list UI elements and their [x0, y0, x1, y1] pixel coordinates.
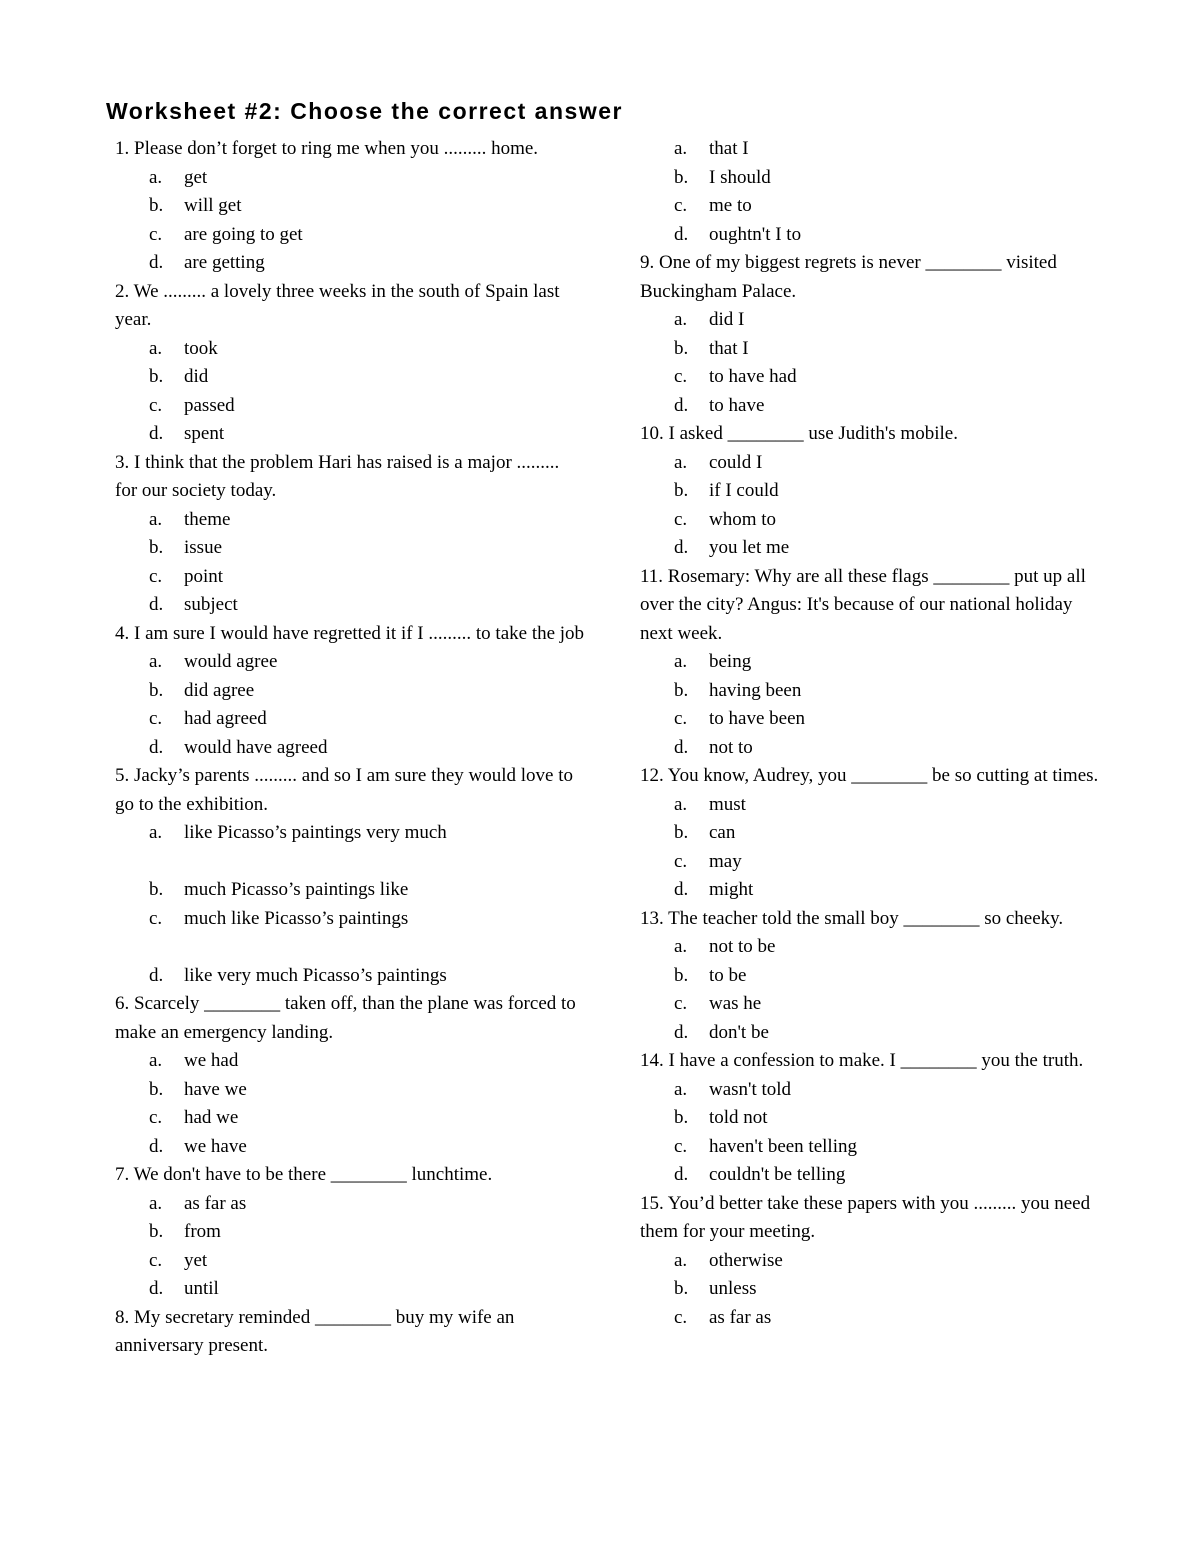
option-q2-d[interactable] — [115, 420, 585, 449]
option-text: may — [709, 850, 742, 872]
option-letter: d. — [674, 394, 689, 416]
option-text: unless — [709, 1278, 757, 1299]
question-block-q1 — [115, 135, 585, 278]
option-text: we have — [184, 1135, 247, 1157]
option-q4-a[interactable] — [115, 648, 585, 677]
option-q13-c[interactable] — [640, 990, 1100, 1019]
page-title: Worksheet #2: Choose the correct answer — [106, 98, 623, 124]
option-letter: c. — [149, 1107, 163, 1128]
option-letter: c. — [149, 1249, 163, 1271]
option-text: are getting — [184, 252, 265, 273]
option-text: that I — [709, 138, 749, 159]
option-text: haven't been telling — [709, 1135, 857, 1157]
question-q9: 9. One of my biggest regrets is never ________ visited Buckingham Palace. — [640, 252, 1057, 302]
option-letter: c. — [674, 993, 688, 1014]
option-text: I should — [709, 166, 771, 188]
option-q2-a[interactable] — [115, 335, 585, 364]
option-letter: d. — [149, 252, 164, 273]
question-block-q7 — [115, 1161, 585, 1304]
option-q7-b[interactable] — [115, 1218, 585, 1247]
option-q8-options-c[interactable] — [640, 192, 1100, 221]
option-letter: a. — [674, 936, 688, 957]
option-text: being — [709, 651, 752, 672]
option-letter: a. — [149, 337, 163, 359]
option-q8-options-a[interactable] — [640, 135, 1100, 164]
option-q3-a[interactable] — [115, 506, 585, 535]
question-q10: 10. I asked ________ use Judith's mobile. — [640, 423, 958, 444]
option-text: don't be — [709, 1021, 769, 1043]
option-letter: d. — [674, 223, 689, 245]
option-letter: a. — [149, 822, 163, 843]
option-q5-a[interactable] — [115, 819, 585, 848]
option-letter: d. — [149, 1278, 164, 1299]
option-q5-d[interactable] — [115, 962, 585, 991]
option-q13-d[interactable] — [640, 1019, 1100, 1048]
option-letter: c. — [674, 1135, 688, 1157]
option-letter: b. — [674, 337, 689, 359]
option-q9-c[interactable] — [640, 363, 1100, 392]
option-q6-a[interactable] — [115, 1047, 585, 1076]
option-q8-options-b[interactable] — [640, 164, 1100, 193]
question-q6: 6. Scarcely ________ taken off, than the plane was forced to make an emergency landing. — [115, 993, 576, 1043]
option-q3-b[interactable] — [115, 534, 585, 563]
option-letter: c. — [149, 565, 163, 587]
option-q12-b[interactable] — [640, 819, 1100, 848]
option-letter: b. — [149, 366, 164, 387]
question-q4: 4. I am sure I would have regretted it if I ......... to take the job — [115, 622, 585, 644]
option-text: have we — [184, 1078, 247, 1100]
option-letter: d. — [674, 1021, 689, 1043]
option-letter: c. — [674, 708, 688, 729]
option-text: much Picasso’s paintings like — [184, 879, 409, 900]
option-text: must — [709, 793, 746, 815]
option-q14-a[interactable] — [640, 1076, 1100, 1105]
option-text: not to be — [709, 936, 776, 957]
option-q11-a[interactable] — [640, 648, 1100, 677]
option-q10-a[interactable] — [640, 449, 1100, 478]
option-letter: d. — [149, 1135, 164, 1157]
option-letter: d. — [674, 537, 689, 558]
option-letter: a. — [674, 1249, 688, 1271]
option-text: not to — [709, 736, 753, 758]
option-q12-a[interactable] — [640, 791, 1100, 820]
option-letter: d. — [674, 1164, 689, 1185]
option-q15-c[interactable] — [640, 1304, 1100, 1333]
option-letter: b. — [674, 166, 689, 188]
option-text: did — [184, 366, 209, 387]
option-letter: d. — [149, 423, 164, 444]
option-text: had we — [184, 1107, 239, 1128]
option-letter: d. — [674, 736, 689, 758]
option-letter: a. — [674, 451, 688, 473]
option-letter: a. — [674, 793, 688, 815]
option-q11-c[interactable] — [640, 705, 1100, 734]
option-letter: b. — [149, 1221, 164, 1242]
option-q2-b[interactable] — [115, 363, 585, 392]
option-text: from — [184, 1221, 221, 1242]
option-text: could I — [709, 451, 763, 473]
option-letter: d. — [149, 736, 164, 758]
option-q15-b[interactable] — [640, 1275, 1100, 1304]
option-text: like Picasso’s paintings very much — [184, 822, 447, 843]
option-letter: b. — [674, 822, 689, 843]
option-text: would agree — [184, 651, 278, 672]
option-text: can — [709, 822, 736, 843]
option-text: that I — [709, 337, 749, 359]
question-q13: 13. The teacher told the small boy ________ so cheeky. — [640, 907, 1064, 929]
option-text: will get — [184, 195, 242, 216]
question-block-q10 — [640, 420, 1100, 563]
option-letter: b. — [674, 480, 689, 501]
right-column — [640, 135, 1100, 1332]
option-text: much like Picasso’s paintings — [184, 907, 409, 929]
option-text: would have agreed — [184, 736, 328, 758]
question-block-q9 — [640, 249, 1100, 420]
option-text: wasn't told — [709, 1078, 792, 1100]
question-block-q2 — [115, 278, 585, 449]
question-block-q14 — [640, 1047, 1100, 1190]
option-text: point — [184, 565, 224, 587]
option-letter: a. — [674, 309, 688, 330]
option-q1-d[interactable] — [115, 249, 585, 278]
question-block-q4 — [115, 620, 585, 763]
option-q14-b[interactable] — [640, 1104, 1100, 1133]
option-text: had agreed — [184, 708, 267, 729]
option-text: took — [184, 337, 218, 359]
question-q12: 12. You know, Audrey, you ________ be so cutting at times. — [640, 765, 1099, 786]
option-q13-b[interactable] — [640, 962, 1100, 991]
option-text: whom to — [709, 508, 777, 530]
option-text: passed — [184, 394, 235, 416]
option-q13-a[interactable] — [640, 933, 1100, 962]
option-text: subject — [184, 594, 238, 615]
option-q10-c[interactable] — [640, 506, 1100, 535]
option-letter: a. — [149, 1050, 163, 1071]
option-q3-c[interactable] — [115, 563, 585, 592]
option-letter: c. — [674, 1306, 688, 1328]
option-q11-d[interactable] — [640, 734, 1100, 763]
option-letter: c. — [674, 508, 688, 530]
option-q6-c[interactable] — [115, 1104, 585, 1133]
option-q6-b[interactable] — [115, 1076, 585, 1105]
option-letter: b. — [674, 1278, 689, 1299]
option-q6-d[interactable] — [115, 1133, 585, 1162]
option-text: otherwise — [709, 1249, 783, 1271]
option-text: are going to get — [184, 223, 303, 245]
option-text: we had — [184, 1050, 239, 1071]
option-q1-c[interactable] — [115, 221, 585, 250]
option-letter: a. — [674, 1078, 688, 1100]
option-letter: b. — [674, 964, 689, 986]
option-q7-a[interactable] — [115, 1190, 585, 1219]
question-block-q8-options — [640, 135, 1100, 249]
question-q3: 3. I think that the problem Hari has raised is a major ......... for our society today. — [115, 451, 560, 501]
option-q11-b[interactable] — [640, 677, 1100, 706]
option-letter: b. — [149, 879, 164, 900]
option-q4-c[interactable] — [115, 705, 585, 734]
option-text: spent — [184, 423, 225, 444]
option-q4-d[interactable] — [115, 734, 585, 763]
question-q5: 5. Jacky’s parents ......... and so I am sure they would love to go to the exhibition. — [115, 765, 574, 815]
option-q1-b[interactable] — [115, 192, 585, 221]
option-letter: b. — [149, 1078, 164, 1100]
option-letter: a. — [149, 166, 163, 188]
option-q3-d[interactable] — [115, 591, 585, 620]
question-block-q12 — [640, 762, 1100, 905]
option-letter: a. — [149, 508, 163, 530]
question-q2: 2. We ......... a lovely three weeks in the south of Spain last year. — [115, 280, 560, 330]
question-block-q5 — [115, 762, 585, 990]
option-letter: b. — [674, 1107, 689, 1128]
option-letter: b. — [674, 679, 689, 701]
option-letter: a. — [149, 651, 163, 672]
option-letter: d. — [674, 879, 689, 900]
option-q5-b[interactable] — [115, 876, 585, 905]
left-column — [115, 135, 585, 1361]
option-q14-c[interactable] — [640, 1133, 1100, 1162]
option-text: get — [184, 166, 208, 188]
question-block-q11 — [640, 563, 1100, 763]
option-q8-options-d[interactable] — [640, 221, 1100, 250]
option-text: having been — [709, 679, 802, 701]
question-block-q8 — [115, 1304, 585, 1361]
option-letter: b. — [149, 537, 164, 558]
option-q10-d[interactable] — [640, 534, 1100, 563]
option-text: like very much Picasso’s paintings — [184, 964, 447, 986]
option-q10-b[interactable] — [640, 477, 1100, 506]
option-letter: c. — [149, 394, 163, 416]
question-block-q13 — [640, 905, 1100, 1048]
option-q4-b[interactable] — [115, 677, 585, 706]
option-text: yet — [184, 1249, 208, 1271]
option-q7-d[interactable] — [115, 1275, 585, 1304]
option-q7-c[interactable] — [115, 1247, 585, 1276]
option-letter: c. — [149, 907, 163, 929]
option-q1-a[interactable] — [115, 164, 585, 193]
question-block-q15 — [640, 1190, 1100, 1333]
option-text: told not — [709, 1107, 768, 1128]
option-letter: d. — [149, 964, 164, 986]
question-q8: 8. My secretary reminded ________ buy my wife an anniversary present. — [115, 1306, 515, 1356]
option-letter: c. — [149, 708, 163, 729]
option-letter: c. — [149, 223, 163, 245]
question-q11: 11. Rosemary: Why are all these flags ________ put up all over the city? Angus: It's because of our national holiday next week. — [640, 565, 1086, 644]
question-block-q6 — [115, 990, 585, 1161]
option-q14-d[interactable] — [640, 1161, 1100, 1190]
option-text: until — [184, 1278, 219, 1299]
option-q15-a[interactable] — [640, 1247, 1100, 1276]
option-letter: a. — [674, 138, 688, 159]
option-text: to have been — [709, 708, 806, 729]
option-text: if I could — [709, 480, 779, 501]
option-text: was he — [709, 993, 762, 1014]
question-q14: 14. I have a confession to make. I ________ you the truth. — [640, 1050, 1084, 1071]
option-q2-c[interactable] — [115, 392, 585, 421]
option-q9-d[interactable] — [640, 392, 1100, 421]
option-letter: b. — [149, 679, 164, 701]
option-text: to have had — [709, 366, 797, 387]
option-text: theme — [184, 508, 231, 530]
option-text: you let me — [709, 537, 790, 558]
option-text: might — [709, 879, 754, 900]
option-q12-c[interactable] — [640, 848, 1100, 877]
option-q12-d[interactable] — [640, 876, 1100, 905]
option-text: couldn't be telling — [709, 1164, 846, 1185]
question-block-q3 — [115, 449, 585, 620]
option-text: to be — [709, 964, 747, 986]
option-letter: d. — [149, 594, 164, 615]
option-letter: c. — [674, 850, 688, 872]
option-q9-a[interactable] — [640, 306, 1100, 335]
option-q5-c[interactable] — [115, 905, 585, 934]
option-letter: c. — [674, 366, 688, 387]
option-text: as far as — [184, 1192, 247, 1214]
question-q7: 7. We don't have to be there ________ lunchtime. — [115, 1164, 493, 1185]
option-text: as far as — [709, 1306, 772, 1328]
option-letter: c. — [674, 195, 688, 216]
question-q15: 15. You’d better take these papers with you ......... you need them for your meeting. — [640, 1192, 1091, 1242]
option-text: to have — [709, 394, 765, 416]
question-q1: 1. Please don’t forget to ring me when you ......... home. — [115, 138, 539, 159]
option-text: did agree — [184, 679, 255, 701]
option-text: issue — [184, 537, 222, 558]
option-letter: a. — [149, 1192, 163, 1214]
option-letter: b. — [149, 195, 164, 216]
option-q9-b[interactable] — [640, 335, 1100, 364]
option-text: oughtn't I to — [709, 223, 802, 245]
option-letter: a. — [674, 651, 688, 672]
option-text: did I — [709, 309, 745, 330]
option-text: me to — [709, 195, 752, 216]
